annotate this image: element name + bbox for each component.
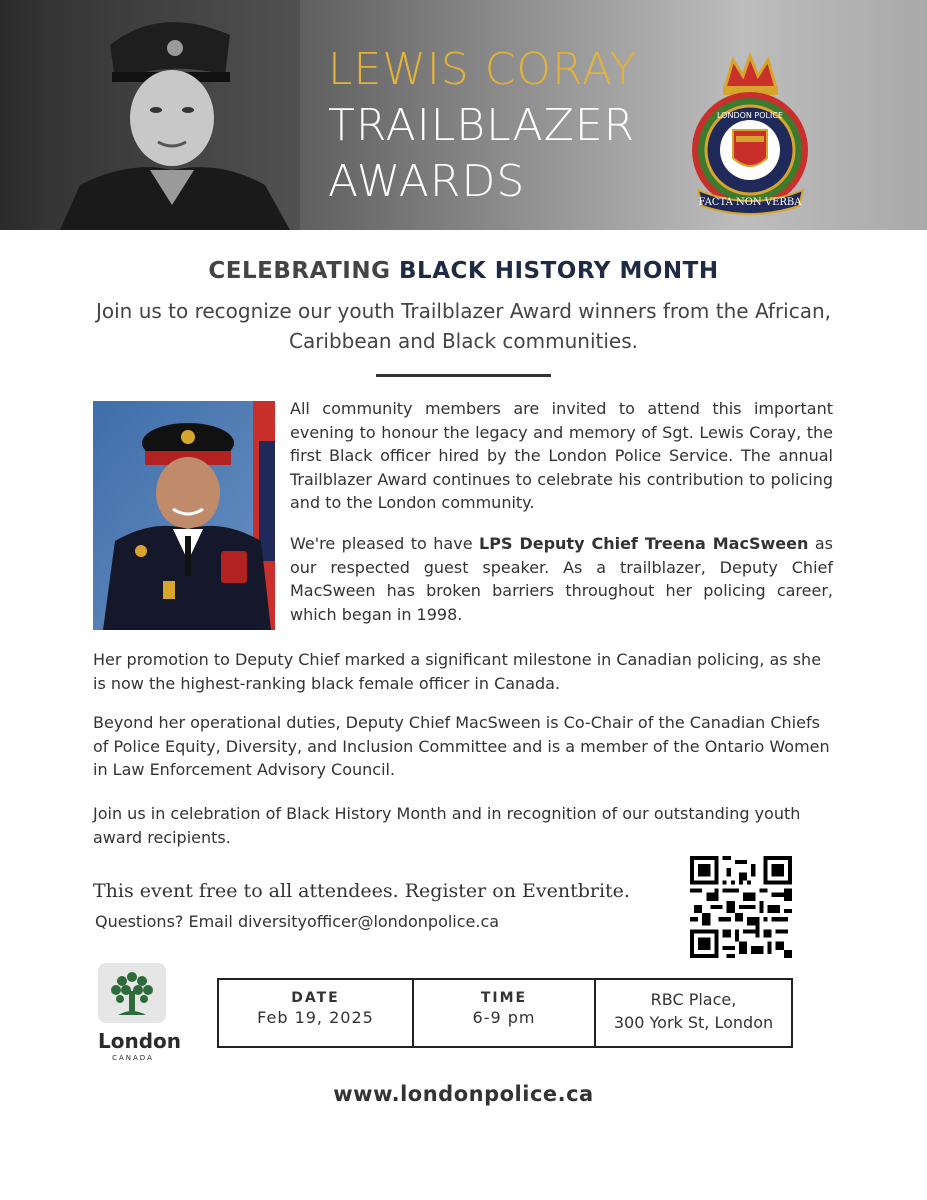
paragraph-duties: Beyond her operational duties, Deputy Chief MacSween is Co-Chair of the Canadian Chiefs of Police Equity, Diversity, and Inclusion Committee and is a member of the Ontario Women in Law Enforcement Advisory Council. bbox=[93, 713, 830, 779]
london-police-crest-logo bbox=[683, 50, 818, 215]
city-of-london-logo bbox=[98, 963, 182, 1068]
paragraph-invitation: All community members are invited to attend this important evening to honour the legacy and memory of Sgt. Lewis Coray, the first Black officer hired by the London Police Service. The annual Trailblazer Award continues to celebrate his contribution to policing and to the London community. bbox=[290, 399, 833, 512]
crest-motto: FACTA NON VERBA bbox=[698, 197, 802, 208]
date-value: Feb 19, 2025 bbox=[257, 1008, 374, 1027]
event-details-box bbox=[217, 978, 793, 1048]
heading-emphasis: BLACK HISTORY MONTH bbox=[399, 258, 719, 284]
divider bbox=[376, 374, 551, 377]
registration-note: This event free to all attendees. Register on Eventbrite. bbox=[93, 880, 630, 902]
eventbrite-qr-code[interactable] bbox=[690, 856, 792, 958]
date-cell bbox=[219, 980, 412, 1046]
contact-email[interactable]: Questions? Email diversityofficer@londonpolice.ca bbox=[95, 912, 500, 931]
time-value: 6-9 pm bbox=[472, 1008, 536, 1027]
logo-name: London bbox=[98, 1029, 182, 1053]
date-label: DATE bbox=[291, 990, 340, 1006]
paragraph-celebration: Join us in celebration of Black History Month and in recognition of our outstanding youth award recipients. bbox=[93, 804, 801, 847]
crest-name: LONDON POLICE bbox=[716, 111, 784, 120]
tree-icon bbox=[98, 963, 166, 1023]
logo-country: CANADA bbox=[112, 1054, 154, 1062]
deputy-chief-portrait bbox=[93, 401, 275, 630]
time-label: TIME bbox=[480, 990, 528, 1006]
paragraph-promotion: Her promotion to Deputy Chief marked a significant milestone in Canadian policing, as she is now the highest-ranking black female officer in Canada. bbox=[93, 650, 822, 693]
speaker-text-suffix: as our respected guest speaker. As a trailblazer, Deputy Chief MacSween has broken barriers throughout her policing career, which began in 1998. bbox=[290, 534, 833, 624]
website-link[interactable]: www.londonpolice.ca bbox=[333, 1082, 594, 1106]
lewis-coray-portrait bbox=[40, 0, 300, 230]
time-cell bbox=[412, 980, 594, 1046]
title-line-1: LEWIS CORAY bbox=[328, 44, 638, 95]
subheading: Join us to recognize our youth Trailblazer Award winners from the African, Caribbean and Black communities. bbox=[95, 299, 832, 353]
speaker-text-prefix: We're pleased to have bbox=[290, 534, 480, 553]
title-line-2: TRAILBLAZER bbox=[328, 100, 636, 151]
header-banner bbox=[0, 0, 927, 230]
paragraph-guest-speaker bbox=[290, 532, 833, 626]
speaker-name: LPS Deputy Chief Treena MacSween bbox=[479, 534, 809, 553]
award-title bbox=[328, 42, 637, 210]
logo-tile bbox=[98, 963, 166, 1023]
page-heading bbox=[0, 258, 927, 284]
venue-cell bbox=[594, 980, 791, 1046]
title-line-3: AWARDS bbox=[328, 156, 526, 207]
venue-line-1: RBC Place, bbox=[650, 990, 737, 1009]
venue-line-2: 300 York St, London bbox=[613, 1013, 774, 1032]
heading-prefix: CELEBRATING bbox=[208, 258, 391, 284]
